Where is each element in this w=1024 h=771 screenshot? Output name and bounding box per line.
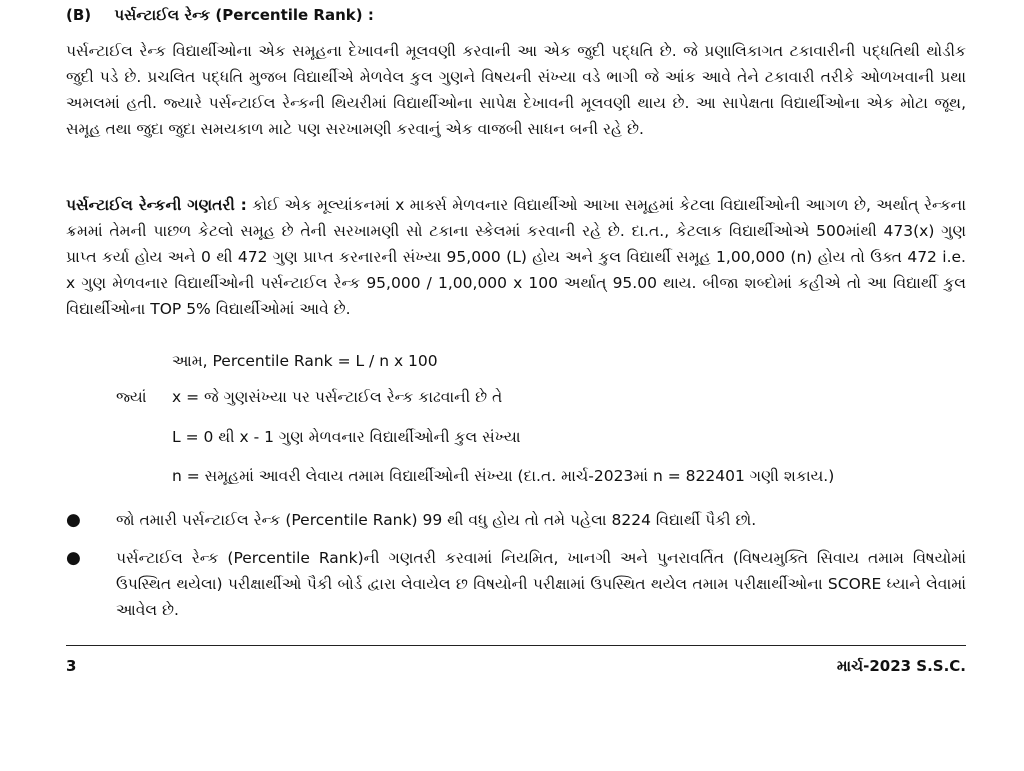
section-label: (B) <box>66 6 92 24</box>
page-number: 3 <box>66 657 77 675</box>
definition-x: x = જે ગુણસંખ્યા પર પર્સન્ટાઈલ રેન્ક કાઢવાની છે તે <box>172 388 503 406</box>
calculation-body: કોઈ એક મૂલ્યાંકનમાં x માર્ક્સ મેળવનાર વિદ્યાર્થીઓ આખા સમૂહમાં કેટલા વિદ્યાર્થીઓની આગળ છે, અર્થાત્ રેન્કના ક્રમમાં તેમની પાછળ કેટલો સમૂહ છે તેની સરખામણી સો ટકાના સ્કેલમાં કરવાની રહે છે. દા.ત., કેટલાક વિદ્યાર્થીઓએ 500માંથી 473(x) ગુણ પ્રાપ્ત કર્યા હોય અને 0 થી 472 ગુણ પ્રાપ્ત કરનારની સંખ્યા 95,000 (L) હોય અને કુલ વિદ્યાર્થી સમૂહ 1,00,000 (n) હોય તો ઉક્ત 472 i.e. x ગુણ મેળવનાર વિદ્યાર્થીઓની પર્સન્ટાઈલ રેન્ક 95,000 / 1,00,000 x 100 અર્થાત્ 95.00 થાય. બીજા શબ્દોમાં કહીએ તો આ વિદ્યાર્થી કુલ વિદ્યાર્થીઓના TOP 5% વિદ્યાર્થીઓમાં આવે છે. <box>66 196 967 318</box>
bullet-text: જો તમારી પર્સન્ટાઈલ રેન્ક (Percentile Rank) 99 થી વધુ હોય તો તમે પહેલા 8224 વિદ્યાર્થી પૈકી છો. <box>116 511 757 529</box>
section-heading <box>66 6 374 24</box>
bullet-text: પર્સન્ટાઈલ રેન્ક (Percentile Rank)ની ગણતરી કરવામાં નિયમિત, ખાનગી અને પુનરાવર્તિત (વિષયમુક્તિ સિવાય તમામ વિષયોમાં ઉપસ્થિત થયેલા) પરીક્ષાર્થીઓ પૈકી બોર્ડ દ્વારા લેવાયેલ છ વિષયોની પરીક્ષામાં ઉપસ્થિત થયેલ તમામ પરીક્ષાર્થીઓના SCORE ધ્યાને લેવામાં આવેલ છે. <box>116 549 966 619</box>
intro-paragraph: પર્સન્ટાઈલ રેન્ક વિદ્યાર્થીઓના એક સમૂહના દેખાવની મૂલવણી કરવાની આ એક જુદી પદ્ધતિ છે. જે પ્રણાલિકાગત ટકાવારીની પદ્ધતિથી થોડીક જુદી પડે છે. પ્રચલિત પદ્ધતિ મુજબ વિદ્યાર્થીએ મેળવેલ કુલ ગુણને વિષયની સંખ્યા વડે ભાગી જે આંક આવે તેને ટકાવારી તરીકે ઓળખવાની પ્રથા અમલમાં હતી. જ્યારે પર્સન્ટાઈલ રેન્કની થિયરીમાં વિદ્યાર્થીઓના સાપેક્ષ દેખાવની મૂલવણી થાય છે. આ સાપેક્ષતા વિદ્યાર્થીઓના એક મોટા જૂથ, સમૂહ તથા જુદા જુદા સમયકાળ માટે પણ સરખામણી કરવાનું એક વાજબી સાધન બની રહે છે. <box>66 42 966 138</box>
exam-label: માર્ચ-2023 S.S.C. <box>836 657 966 675</box>
where-word: જ્યાં <box>116 388 147 406</box>
formula-main: આમ, Percentile Rank = L / n x 100 <box>172 352 438 370</box>
calculation-paragraph <box>66 192 966 322</box>
footer-divider <box>66 645 966 646</box>
bullet-item <box>66 545 966 623</box>
definition-l: L = 0 થી x - 1 ગુણ મેળવનાર વિદ્યાર્થીઓની કુલ સંખ્યા <box>172 428 521 446</box>
calculation-lead: પર્સન્ટાઈલ રેન્કની ગણતરી : <box>66 196 247 214</box>
bullet-icon: ● <box>66 548 81 568</box>
bullet-item <box>66 507 966 533</box>
section-title: પર્સન્ટાઈલ રેન્ક (Percentile Rank) : <box>114 6 374 24</box>
document-page <box>66 0 966 771</box>
bullet-icon: ● <box>66 510 81 530</box>
definition-n: n = સમૂહમાં આવરી લેવાય તમામ વિદ્યાર્થીઓની સંખ્યા (દા.ત. માર્ચ-2023માં n = 822401 ગણી શકાય.) <box>172 467 835 485</box>
formula-where-x <box>116 388 502 407</box>
